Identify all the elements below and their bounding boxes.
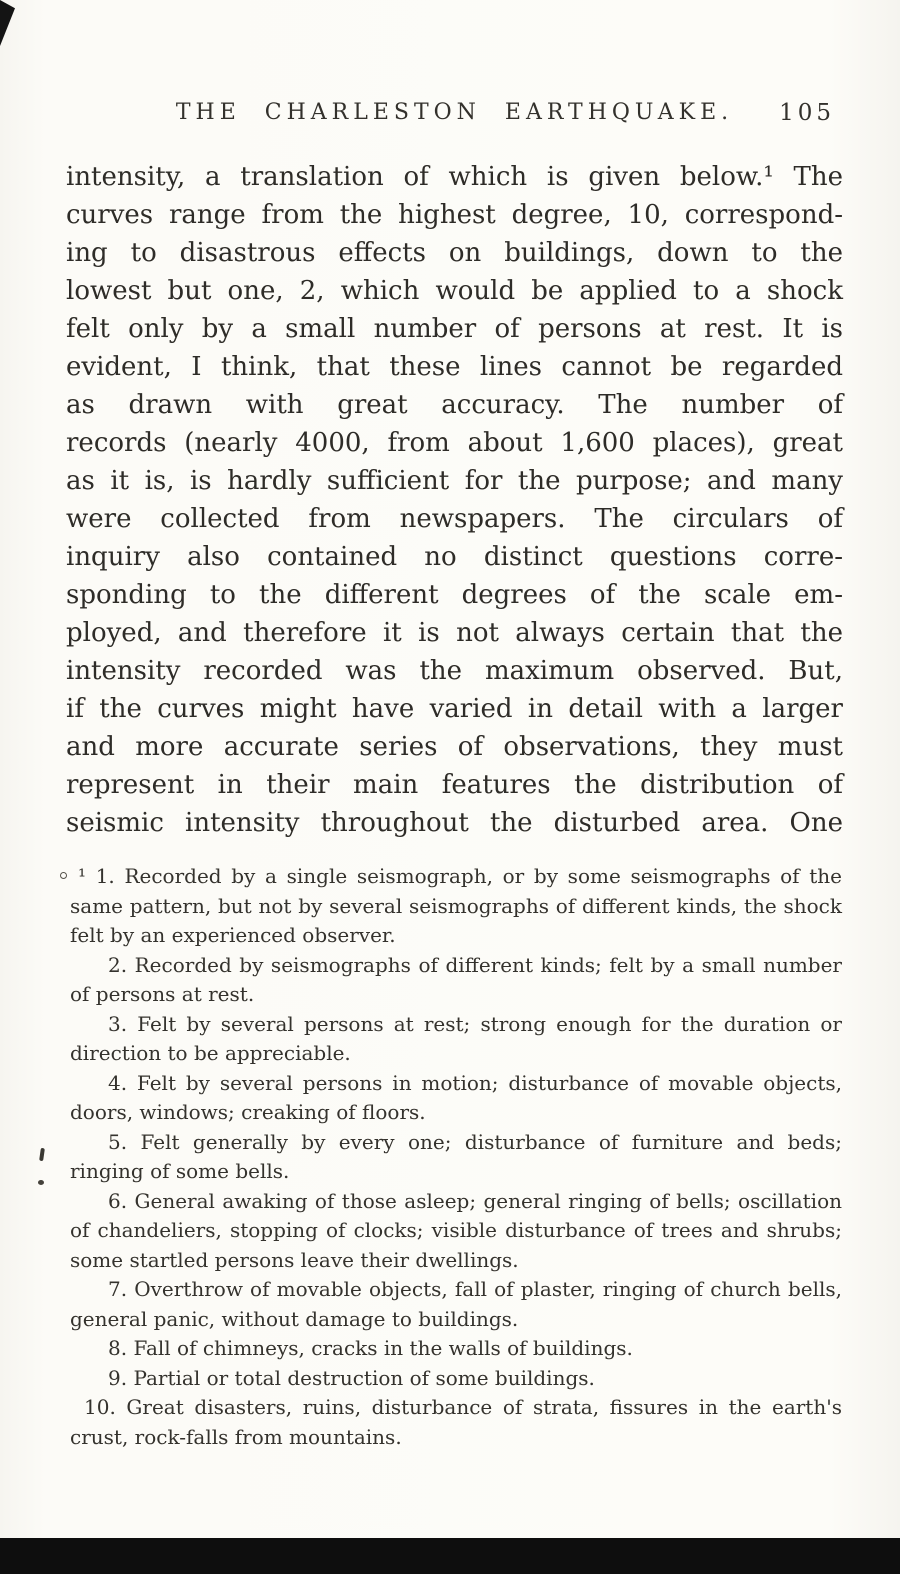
text-line: lowest but one, 2, which would be applied to a shock bbox=[66, 276, 843, 306]
text-line: ing to disastrous effects on buildings, down to the bbox=[66, 238, 843, 268]
scan-artifact-edge-mark bbox=[39, 1148, 45, 1161]
scan-artifact-edge-dot bbox=[38, 1180, 44, 1185]
footnote-6: 6. General awaking of those asleep; general ringing of bells; oscillation of chandeliers, stopping of clocks; visible disturbance of trees and shrubs; some startled persons leave their dwellings. bbox=[70, 1188, 842, 1272]
scan-artifact-speck bbox=[60, 872, 67, 879]
footnote-10: 10. Great disasters, ruins, disturbance of strata, fissures in the earth's crust, rock-falls from mountains. bbox=[70, 1395, 842, 1449]
footnote-9: 9. Partial or total destruction of some buildings. bbox=[108, 1365, 595, 1390]
text-line: seismic intensity throughout the disturbed area. One bbox=[66, 808, 843, 838]
text-line: as it is, is hardly sufficient for the purpose; and many bbox=[66, 466, 843, 496]
page-number: 105 bbox=[779, 100, 835, 126]
text-line: and more accurate series of observations, they must bbox=[66, 732, 843, 762]
footnote-2: 2. Recorded by seismographs of different kinds; felt by a small number of persons at rest. bbox=[70, 952, 842, 1006]
running-title: THE CHARLESTON EARTHQUAKE. bbox=[175, 100, 734, 125]
text-line: intensity recorded was the maximum observed. But, bbox=[66, 656, 843, 686]
footnote-7: 7. Overthrow of movable objects, fall of plaster, ringing of church bells, general panic, without damage to buildings. bbox=[70, 1277, 842, 1331]
text-line: evident, I think, that these lines cannot be regarded bbox=[66, 352, 843, 382]
text-line: represent in their main features the distribution of bbox=[66, 770, 843, 800]
text-line: sponding to the different degrees of the scale em- bbox=[66, 580, 843, 610]
footnotes bbox=[70, 862, 842, 1452]
text-line: were collected from newspapers. The circulars of bbox=[66, 504, 843, 534]
footnote-1: ¹ 1. Recorded by a single seismograph, or by some seismographs of the same pattern, but not by several seismographs of different kinds, the shock felt by an experienced observer. bbox=[70, 864, 842, 947]
text-line: inquiry also contained no distinct questions corre- bbox=[66, 542, 843, 572]
footnote-8: 8. Fall of chimneys, cracks in the walls of buildings. bbox=[108, 1336, 633, 1360]
text-line: if the curves might have varied in detail with a larger bbox=[66, 694, 843, 724]
text-line: ployed, and therefore it is not always certain that the bbox=[66, 618, 843, 648]
text-line: felt only by a small number of persons at rest. It is bbox=[66, 314, 843, 344]
scan-artifact-corner bbox=[0, 0, 15, 46]
page-header bbox=[66, 100, 843, 132]
text-line: intensity, a translation of which is given below.¹ The bbox=[66, 162, 843, 192]
text-line: records (nearly 4000, from about 1,600 places), great bbox=[66, 428, 843, 458]
footnote-4: 4. Felt by several persons in motion; disturbance of movable objects, doors, windows; creaking of floors. bbox=[70, 1070, 842, 1124]
body-text bbox=[66, 158, 843, 842]
footnote-3: 3. Felt by several persons at rest; strong enough for the duration or direction to be appreciable. bbox=[70, 1011, 842, 1065]
text-line: as drawn with great accuracy. The number of bbox=[66, 390, 843, 420]
scan-artifact-bottom-bar bbox=[0, 1538, 900, 1574]
text-line: curves range from the highest degree, 10, correspond- bbox=[66, 200, 843, 230]
footnote-5: 5. Felt generally by every one; disturbance of furniture and beds; ringing of some bells. bbox=[70, 1129, 842, 1183]
